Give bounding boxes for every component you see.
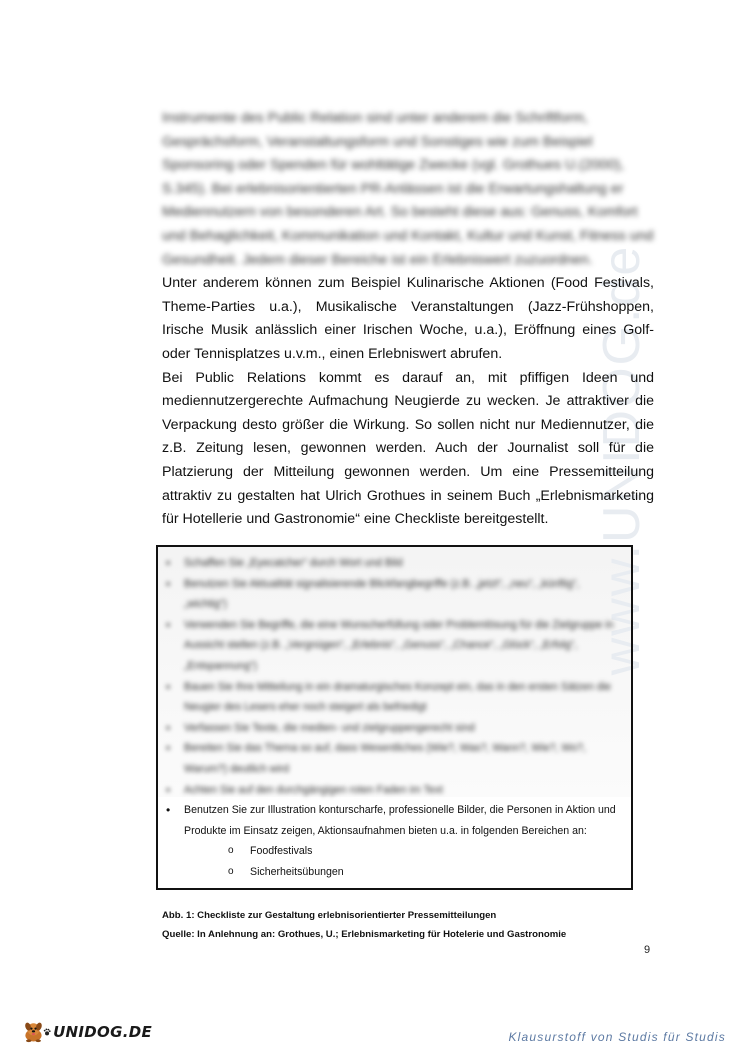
sub-item-foodfestivals: o Foodfestivals	[228, 841, 619, 862]
blurred-line: S.345). Bei erlebnisorientierten PR-Anlässen ist die Erwartungshaltung er	[162, 180, 624, 197]
checklist-item: • Schaffen Sie „Eyecatcher“ durch Wort und Bild	[166, 553, 619, 574]
checklist-sub-list	[184, 841, 619, 882]
blurred-line: Instrumente des Public Relation sind unter anderem die Schriftform,	[162, 110, 588, 126]
blurred-line: Gesprächsform, Veranstaltungsform und Sonstiges wie zum Beispiel	[162, 133, 593, 150]
checklist-item: • Bauen Sie Ihre Mitteilung in ein dramaturgisches Konzept ein, das in den ersten Sätzen die Neugier des Lesers eher noch steigert als befriedigt	[166, 677, 619, 718]
checklist-item: • Bereiten Sie das Thema so auf, dass Wesentliches (Wie?, Was?, Wann?, Wie?, Wo?, Warum?) deutlich wird	[166, 738, 619, 779]
watermark: www.UNIDOG.de	[593, 244, 651, 676]
blurred-line: Mediennutzern von besonderen Art. So besteht diese aus: Genuss, Komfort	[162, 204, 638, 221]
figure-caption	[162, 906, 662, 944]
page-number: 9	[644, 944, 651, 956]
figure-source: Quelle: In Anlehnung an: Grothues, U.; Erlebnismarketing für Hotelerie und Gastronomie	[162, 929, 567, 940]
blurred-line: und Behaglichkeit, Kommunikation und Kontakt, Kultur und Kunst, Fitness und	[162, 227, 654, 244]
checklist-item: • Verwenden Sie Begriffe, die eine Wunscherfüllung oder Problemlösung für die Zielgruppe in Aussicht stellen (z.B. „Vergnügen“, „Erlebnis“, „Genuss“, „Chance“, „Glück“, „Erfolg“, „Entspannung“)	[166, 615, 619, 677]
blurred-line: Sponsoring oder Spenden für wohltätige Zwecke (vgl. Grothues U.(2000),	[162, 157, 625, 174]
blurred-checklist	[166, 553, 619, 800]
body-text	[162, 107, 654, 532]
checklist-items	[158, 547, 631, 883]
paw-icon	[43, 1026, 51, 1038]
unidog-logo	[22, 1014, 152, 1050]
paragraph-public-relations: Bei Public Relations kommt es darauf an, mit pfiffigen Ideen und mediennutzergerechte Aufmachung Neugierde zu wecken. Je attraktiver die Verpackung desto größer die Wirkung. So sollen nicht nur Mediennutzer, die z.B. Zeitung lesen, gewonnen werden. Auch der Journalist soll für die Platzierung der Mitteilung gewonnen werden. Um eine Pressemitteilung attraktiv zu gestalten hat Ulrich Grothues in seinem Buch „Erlebnismarketing für Hotellerie und Gastronomie“ eine Checkliste bereitgestellt.	[162, 369, 654, 528]
logo-text: UNIDOG.DE	[53, 1023, 152, 1041]
checklist-box	[156, 545, 633, 890]
checklist-item-text: Benutzen Sie zur Illustration konturscharfe, professionelle Bilder, die Personen in Aktion und Produkte im Einsatz zeigen, Aktionsaufnahmen bieten u.a. in folgenden Bereichen an:	[184, 804, 616, 837]
checklist-item: • Benutzen Sie Aktualität signalisierende Blickfangbegriffe (z.B. „jetzt“, „neu“, „künftig“, „wichtig“)	[166, 574, 619, 615]
paragraph-kulinarische-aktionen: Unter anderem können zum Beispiel Kulinarische Aktionen (Food Festivals, Theme-Parties u.a.), Musikalische Veranstaltungen (Jazz-Frühshoppen, Irische Musik anlässlich einer Irischen Woche, u.a.), Eröffnung eines Golf- oder Tennisplatzes u.v.m., einen Erlebniswert abrufen.	[162, 275, 654, 362]
checklist-item: • Achten Sie auf den durchgängigen roten Faden im Text	[166, 780, 619, 801]
dog-mascot-icon	[22, 1015, 45, 1049]
sub-item-sicherheitsuebungen: o Sicherheitsübungen	[228, 862, 619, 883]
checklist-item-illustration	[166, 800, 619, 882]
blurred-paragraph	[162, 107, 654, 272]
checklist-item: • Verfassen Sie Texte, die medien- und zielgruppengerecht sind	[166, 718, 619, 739]
blurred-line: Gesundheit. Jedem dieser Bereiche ist ein Erlebniswert zuzuordnen.	[162, 251, 593, 268]
footer-tagline: Klausurstoff von Studis für Studis	[508, 1030, 726, 1044]
figure-title: Abb. 1: Checkliste zur Gestaltung erlebnisorientierter Pressemitteilungen	[162, 910, 497, 921]
